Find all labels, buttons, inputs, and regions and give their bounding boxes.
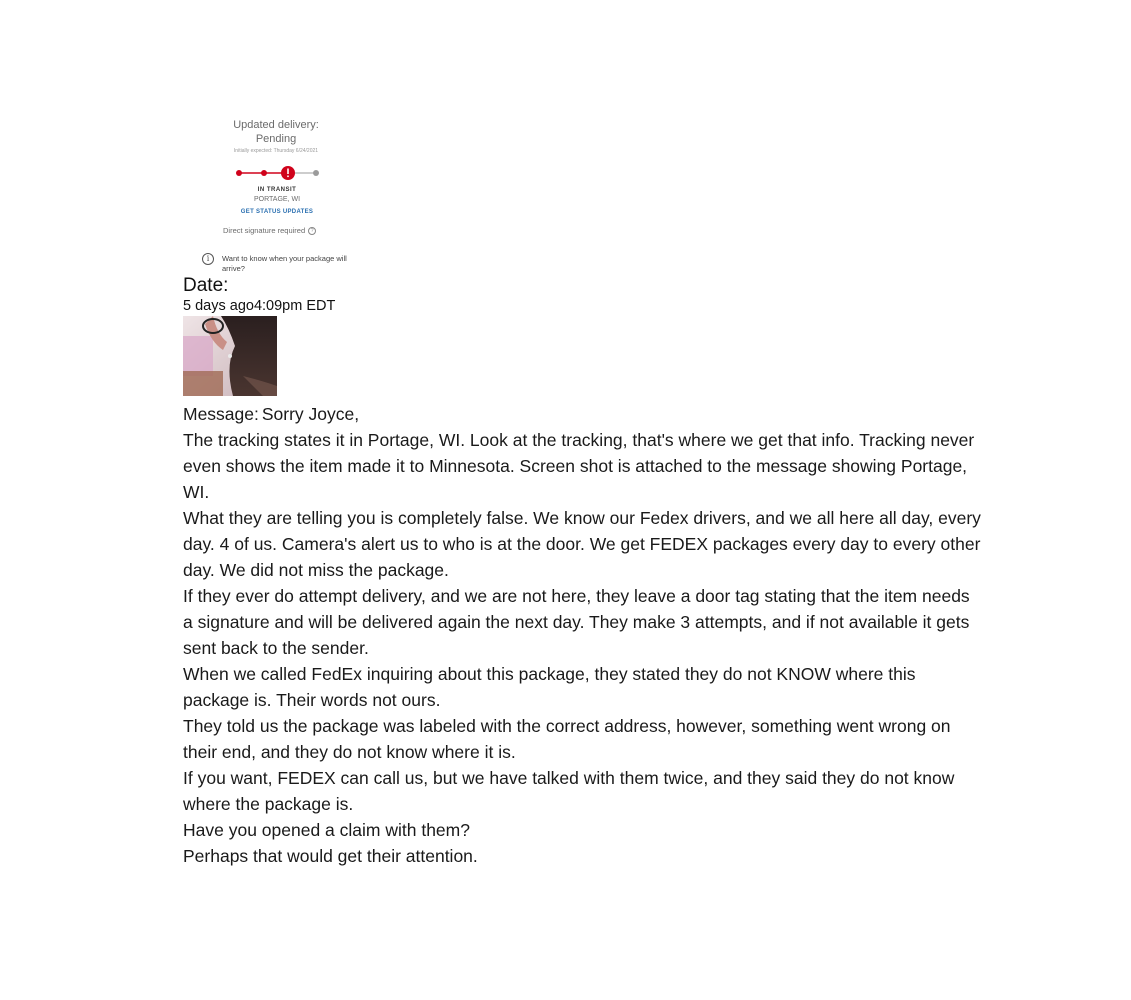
tracking-title: Updated delivery: (233, 119, 319, 131)
get-status-updates-link[interactable]: GET STATUS UPDATES (240, 209, 314, 215)
tracking-status: Pending (255, 133, 297, 145)
message-greeting-line (183, 401, 983, 427)
help-icon[interactable]: ? (308, 227, 316, 235)
alert-icon (281, 166, 295, 180)
info-icon: i (202, 253, 214, 265)
progress-step-shipped (261, 170, 267, 176)
progress-step-picked-up (236, 170, 242, 176)
message-paragraph: If they ever do attempt delivery, and we are not here, they leave a door tag stating that the item needs a signature and will be delivered again the next day. They make 3 attempts, and if not available it gets sent back to the sender. (183, 586, 970, 658)
message-paragraph: When we called FedEx inquiring about this package, they stated they do not KNOW where this package is. Their words not ours. (183, 664, 916, 710)
avatar-photo (183, 316, 277, 396)
message-paragraph: What they are telling you is completely false. We know our Fedex drivers, and we all here all day, every day. 4 of us. Camera's alert us to who is at the door. We get FEDEX packages every day to every other day. We did not miss the package. (183, 508, 981, 580)
message-paragraph: The tracking states it in Portage, WI. Look at the tracking, that's where we get that info. Tracking never even shows the item made it to Minnesota. Screen shot is attached to the message showing Portage, WI. (183, 430, 975, 502)
message-label: Message: (183, 404, 259, 424)
date-value: 5 days ago4:09pm EDT (183, 298, 336, 314)
tracking-screenshot (196, 112, 386, 274)
know-when-arrive-text: Want to know when your package will arrive? (222, 254, 347, 273)
tracking-stage: IN TRANSIT (257, 187, 297, 193)
tracking-expected-date: Initially expected: Thursday 6/24/2021 (233, 148, 319, 154)
progress-step-delivered (313, 170, 319, 176)
signature-required-text: Direct signature required (223, 226, 306, 235)
date-label: Date: (183, 275, 229, 296)
avatar (183, 316, 277, 396)
message-paragraph: Have you opened a claim with them? (183, 820, 470, 840)
signature-required-row (223, 226, 316, 235)
message-paragraph: Perhaps that would get their attention. (183, 846, 478, 866)
message-greeting: Sorry Joyce, (261, 404, 360, 424)
tracking-progress-bar (234, 164, 324, 182)
tracking-location: PORTAGE, WI (253, 196, 301, 203)
message-paragraph: If you want, FEDEX can call us, but we have talked with them twice, and they said they do not know where the package is. (183, 768, 955, 814)
message-paragraph: They told us the package was labeled with the correct address, however, something went wrong on their end, and they do not know where it is. (183, 716, 951, 762)
message-body (183, 401, 983, 869)
